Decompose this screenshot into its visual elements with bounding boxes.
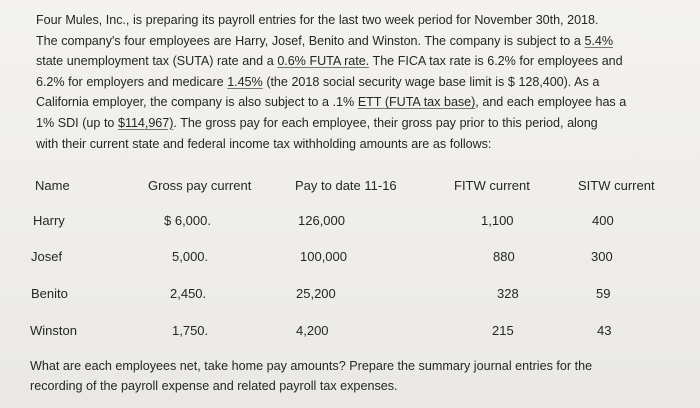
intro-line-1: [36, 10, 696, 31]
intro-text: The FICA tax rate is 6.2% for employees and: [369, 54, 623, 69]
problem-intro: [36, 10, 696, 154]
row-gross: 5,000.: [172, 249, 209, 264]
row-name: Harry: [33, 213, 65, 228]
sdi-limit: $114,967): [118, 115, 174, 130]
header-gross-pay: Gross pay current: [148, 178, 252, 193]
question-line-2: recording of the payroll expense and related payroll tax expenses.: [30, 379, 398, 393]
header-sitw: SITW current: [578, 178, 655, 193]
problem-question: [30, 356, 690, 396]
row-gross: 2,450.: [170, 286, 207, 301]
row-fitw: 215: [492, 323, 514, 338]
intro-text: . The gross pay for each employee, their gross pay prior to this period, along: [173, 115, 598, 130]
header-name: Name: [35, 178, 70, 193]
row-ytd: 25,200: [296, 286, 336, 301]
intro-text: , and each employee has a: [475, 95, 627, 110]
header-fitw: FITW current: [454, 178, 530, 193]
row-fitw: 1,100: [481, 213, 514, 228]
intro-text: Four Mules, Inc., is preparing its payroll entries for the last two week period for November 30th, 2018.: [36, 13, 599, 27]
row-ytd: 126,000: [298, 213, 345, 228]
intro-text: with their current state and federal income tax withholding amounts are as follows:: [36, 136, 492, 151]
row-name: Benito: [31, 286, 68, 301]
question-line-1: What are each employees net, take home pay amounts? Prepare the summary journal entries for the: [30, 359, 593, 373]
intro-text: 6.2% for employers and medicare: [36, 74, 228, 89]
row-sitw: 59: [596, 286, 611, 301]
row-gross: $ 6,000.: [164, 213, 211, 228]
ett-rate: ETT (FUTA tax base): [357, 95, 476, 110]
intro-text: The company's four employees are Harry, Josef, Benito and Winston. The company is subject to a: [36, 33, 585, 48]
intro-line-7: [36, 134, 696, 155]
intro-text: California employer, the company is also subject to a .1%: [36, 95, 358, 110]
row-sitw: 400: [592, 213, 614, 228]
intro-line-5: [36, 92, 696, 113]
header-pay-to-date: Pay to date 11-16: [295, 178, 397, 193]
intro-line-6: [36, 113, 696, 134]
row-fitw: 880: [493, 249, 515, 264]
intro-text: (the 2018 social security wage base limit is $ 128,400). As a: [262, 74, 600, 89]
row-gross: 1,750.: [172, 323, 209, 338]
intro-line-2: [36, 31, 696, 52]
row-sitw: 43: [597, 323, 612, 338]
suta-rate: 5.4%: [584, 33, 613, 48]
intro-text: state unemployment tax (SUTA) rate and a: [36, 54, 278, 69]
intro-text: 1% SDI (up to: [36, 115, 118, 130]
row-ytd: 100,000: [300, 249, 347, 264]
row-name: Josef: [31, 249, 63, 264]
row-fitw: 328: [497, 286, 519, 301]
row-sitw: 300: [591, 249, 613, 264]
futa-rate: 0.6% FUTA rate.: [277, 54, 370, 69]
intro-line-3: [36, 51, 696, 72]
intro-line-4: [36, 72, 696, 93]
row-name: Winston: [30, 323, 77, 338]
medicare-rate: 1.45%: [227, 74, 263, 89]
row-ytd: 4,200: [296, 323, 329, 338]
